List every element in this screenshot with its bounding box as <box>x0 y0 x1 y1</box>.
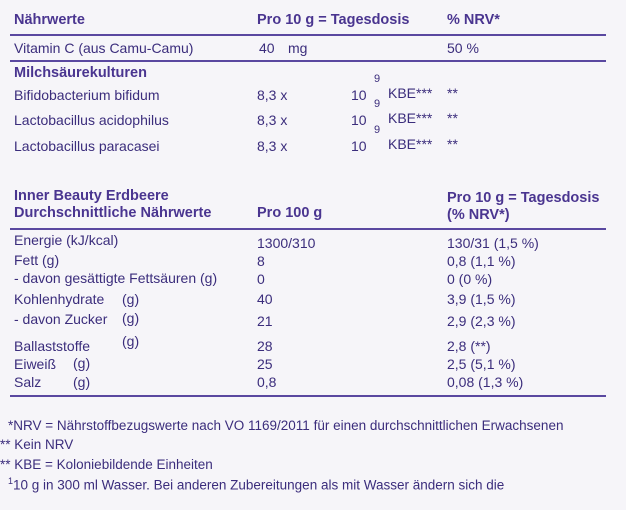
nutrient-perday: 2,5 (5,1 %) <box>447 356 516 372</box>
nutrient-unit: (g) <box>122 291 140 307</box>
table1-header-nrv: % NRV* <box>447 12 500 28</box>
table2-header-per100: Pro 100 g <box>257 205 323 221</box>
table1-header-naehrwerte: Nährwerte <box>14 12 85 28</box>
table1-row-rule <box>10 60 606 62</box>
culture-base: 10 <box>351 138 367 154</box>
footnote-kbe: ** KBE = Koloniebildende Einheiten <box>0 457 213 472</box>
culture-unit: KBE*** <box>388 85 433 101</box>
footnote-zubereitung-text: 10 g in 300 ml Wasser. Bei anderen Zubereitungen als mit Wasser ändern sich die <box>13 477 505 493</box>
table1-header-dosis: Pro 10 g = Tagesdosis <box>257 12 410 28</box>
culture-nrv: ** <box>447 110 458 126</box>
nutrient-per100: 1300/310 <box>257 235 316 251</box>
vitamin-amount: 40 <box>259 40 275 56</box>
table2-title-line1: Inner Beauty Erdbeere <box>14 188 169 204</box>
nutrient-perday: 3,9 (1,5 %) <box>447 291 516 307</box>
table2-header-rule <box>10 228 606 230</box>
culture-unit: KBE*** <box>388 136 433 152</box>
table2-header-perday-line1: Pro 10 g = Tagesdosis <box>447 190 600 206</box>
culture-factor: 8,3 x <box>257 138 288 154</box>
nutrient-perday: 130/31 (1,5 %) <box>447 235 539 251</box>
table2-header-perday-line2: (% NRV*) <box>447 207 510 223</box>
nutrient-name: Eiweiß <box>14 356 57 372</box>
culture-nrv: ** <box>447 85 458 101</box>
culture-factor: 8,3 x <box>257 87 288 103</box>
nutrient-perday: 0,8 (1,1 %) <box>447 253 516 269</box>
nutrient-unit: (g) <box>122 333 140 349</box>
nutrient-unit: (g) <box>73 374 91 390</box>
culture-base: 10 <box>351 87 367 103</box>
nutrient-unit: (g) <box>73 355 91 371</box>
vitamin-unit: mg <box>288 40 308 56</box>
footnote-nrv: *NRV = Nährstoffbezugswerte nach VO 1169/2011 für einen durchschnittlichen Erwachsenen <box>8 418 564 433</box>
footnote-kein-nrv: ** Kein NRV <box>0 437 74 452</box>
nutrient-name: Energie (kJ/kcal) <box>14 232 119 248</box>
nutrient-name: - davon gesättigte Fettsäuren (g) <box>14 270 218 286</box>
nutrient-per100: 8 <box>257 253 265 269</box>
culture-name: Lactobacillus paracasei <box>14 138 160 154</box>
nutrient-per100: 0 <box>257 271 265 287</box>
nutrient-name: Fett (g) <box>14 252 60 268</box>
table2-title-line2: Durchschnittliche Nährwerte <box>14 205 212 221</box>
nutrient-per100: 21 <box>257 313 273 329</box>
table2-bottom-rule <box>10 395 606 397</box>
table1-header-rule <box>10 34 606 36</box>
culture-name: Bifidobacterium bifidum <box>14 87 160 103</box>
culture-exponent: 9 <box>374 98 381 110</box>
culture-nrv: ** <box>447 136 458 152</box>
culture-base: 10 <box>351 112 367 128</box>
nutrient-per100: 28 <box>257 338 273 354</box>
footnote-zubereitung <box>8 476 504 493</box>
section-title-milchsaeurekulturen: Milchsäurekulturen <box>14 65 147 81</box>
footnote-marker: 1 <box>8 476 14 486</box>
nutrient-per100: 40 <box>257 291 273 307</box>
nutrient-perday: 0 (0 %) <box>447 271 493 287</box>
nutrient-perday: 2,9 (2,3 %) <box>447 313 516 329</box>
nutrient-name: Salz <box>14 374 42 390</box>
nutrient-name: - davon Zucker <box>14 311 108 327</box>
culture-exponent: 9 <box>374 124 381 136</box>
vitamin-name: Vitamin C (aus Camu-Camu) <box>14 40 194 56</box>
nutrient-per100: 25 <box>257 356 273 372</box>
nutrient-perday: 2,8 (**) <box>447 338 491 354</box>
nutrient-per100: 0,8 <box>257 374 277 390</box>
culture-name: Lactobacillus acidophilus <box>14 112 169 128</box>
nutrient-name: Kohlenhydrate <box>14 291 105 307</box>
nutrient-name: Ballaststoffe <box>14 338 91 354</box>
nutrient-perday: 0,08 (1,3 %) <box>447 374 524 390</box>
culture-factor: 8,3 x <box>257 112 288 128</box>
culture-unit: KBE*** <box>388 110 433 126</box>
culture-exponent: 9 <box>374 73 381 85</box>
vitamin-nrv: 50 % <box>447 40 479 56</box>
nutrient-unit: (g) <box>122 310 140 326</box>
